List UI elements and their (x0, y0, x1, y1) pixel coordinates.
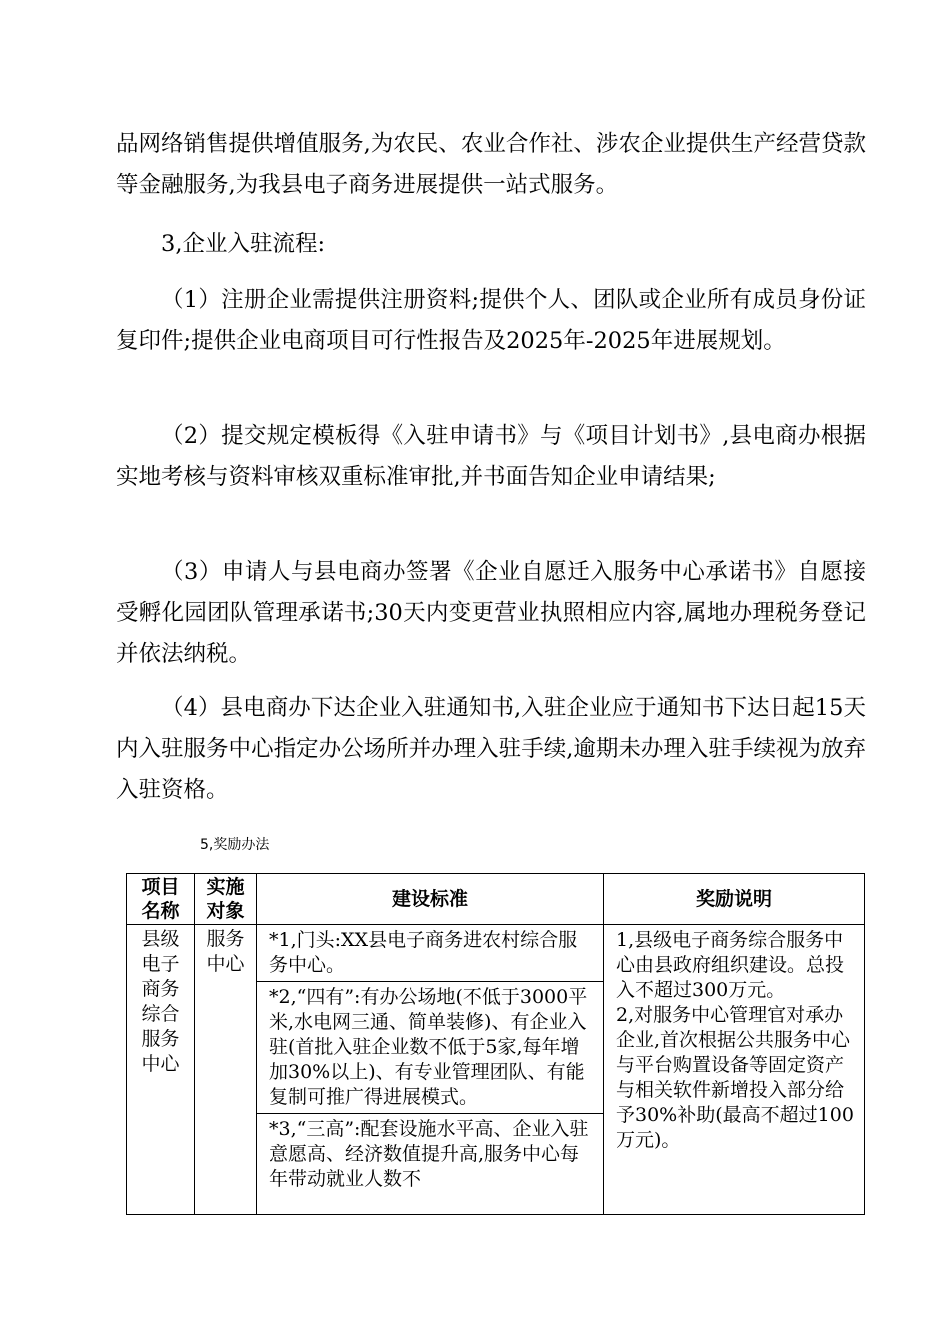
table-caption: 5,奖励办法 (200, 837, 270, 853)
header-project-name: 项目 名称 (127, 874, 195, 925)
paragraph-continuation: 品网络销售提供增值服务,为农民、农业合作社、涉农企业提供生产经营贷款等金融服务,为我县电子商务进展提供一站式服务。 (116, 131, 866, 198)
reward-table (126, 873, 865, 1215)
table-header-row (127, 874, 865, 925)
header-reward: 奖励说明 (604, 874, 865, 925)
header-target: 实施 对象 (195, 874, 257, 925)
reward-item-1: 1,县级电子商务综合服务中心由县政府组织建设。总投入不超过300万元。 (616, 929, 845, 1001)
table-row (127, 925, 865, 982)
paragraph-step-4: （4）县电商办下达企业入驻通知书,入驻企业应于通知书下达日起15天内入驻服务中心指定办公场所并办理入驻手续,逾期未办理入驻手续视为放弃入驻资格。 (116, 695, 866, 803)
cell-standard-1: *1,门头:XX县电子商务进农村综合服务中心。 (257, 925, 604, 982)
cell-project-name: 县级 电子 商务 综合 服务 中心 (127, 925, 195, 1215)
cell-target: 服务 中心 (195, 925, 257, 1215)
cell-standard-2: *2,“四有”:有办公场地(不低于3000平米,水电网三通、简单装修)、有企业入驻(首批入驻企业数不低于5家,每年增加30%以上)、有专业管理团队、有能复制可推广得进展模式。 (257, 982, 604, 1114)
section-heading-3: 3,企业入驻流程: (161, 231, 326, 257)
paragraph-step-1: （1）注册企业需提供注册资料;提供个人、团队或企业所有成员身份证复印件;提供企业电商项目可行性报告及2025年-2025年进展规划。 (116, 287, 866, 354)
header-standard: 建设标准 (257, 874, 604, 925)
paragraph-step-3: （3）申请人与县电商办签署《企业自愿迁入服务中心承诺书》自愿接受孵化园团队管理承诺书;30天内变更营业执照相应内容,属地办理税务登记并依法纳税。 (116, 559, 866, 667)
reward-item-2: 2,对服务中心管理官对承办企业,首次根据公共服务中心与平台购置设备等固定资产与相关软件新增投入部分给予30%补助(最高不超过100万元)。 (616, 1004, 854, 1151)
cell-reward (604, 925, 865, 1215)
paragraph-step-2: （2）提交规定模板得《入驻申请书》与《项目计划书》,县电商办根据实地考核与资料审核双重标准审批,并书面告知企业申请结果; (116, 423, 866, 490)
cell-standard-3: *3,“三高”:配套设施水平高、企业入驻意愿高、经济数值提升高,服务中心每年带动就业人数不 (257, 1114, 604, 1215)
